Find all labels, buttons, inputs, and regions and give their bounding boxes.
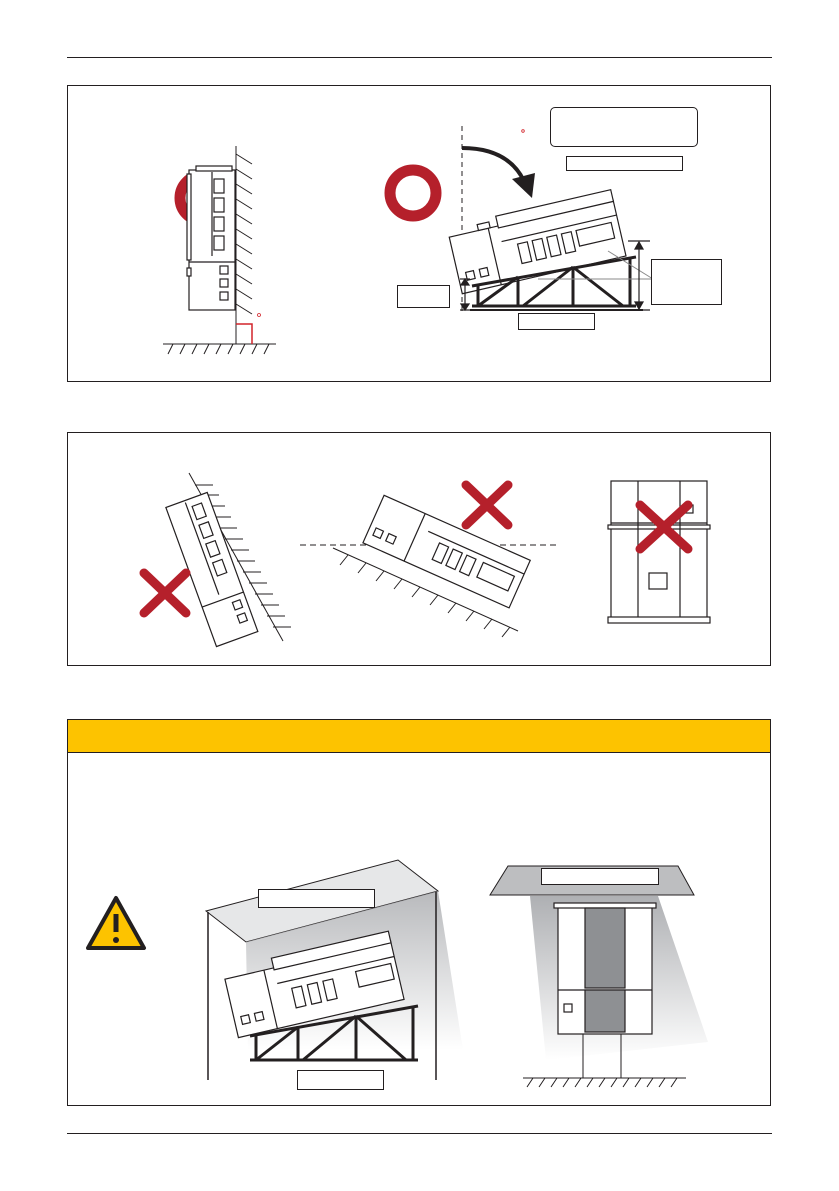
header-rule — [67, 57, 772, 58]
label-top-right — [566, 156, 683, 171]
correct-mark-right — [386, 166, 440, 220]
ground-right — [523, 1078, 686, 1087]
incorrect-installation-figure — [68, 433, 772, 667]
shelter-figure — [68, 720, 772, 1107]
inverter-wall-mounted — [187, 166, 235, 310]
shelter-warning-panel — [67, 719, 771, 1106]
inverter-on-pole — [554, 903, 656, 1034]
rotation-arrow — [462, 148, 535, 198]
label-bottom-left — [297, 1070, 384, 1090]
label-roof-left — [258, 889, 375, 908]
inverter-upside-down — [608, 481, 710, 623]
incorrect-installation-panel — [67, 432, 771, 666]
right-angle-marker — [236, 324, 252, 344]
inverter-sloped — [363, 495, 530, 608]
ground-left — [163, 344, 276, 354]
incorrect-mark-2 — [466, 485, 508, 525]
correct-installation-panel — [67, 85, 771, 382]
inverter-tilted-wall — [166, 492, 258, 646]
dimension-arrow-left — [460, 279, 470, 310]
label-roof-right — [541, 868, 659, 885]
warning-icon-large — [88, 898, 144, 948]
warning-label-box — [550, 107, 698, 147]
label-left — [397, 285, 450, 308]
label-right — [651, 259, 722, 305]
incorrect-mark-1 — [144, 573, 186, 613]
inverter-tilted — [447, 190, 626, 294]
label-bottom — [518, 313, 595, 330]
footer-rule — [67, 1133, 772, 1134]
wall — [236, 146, 252, 344]
